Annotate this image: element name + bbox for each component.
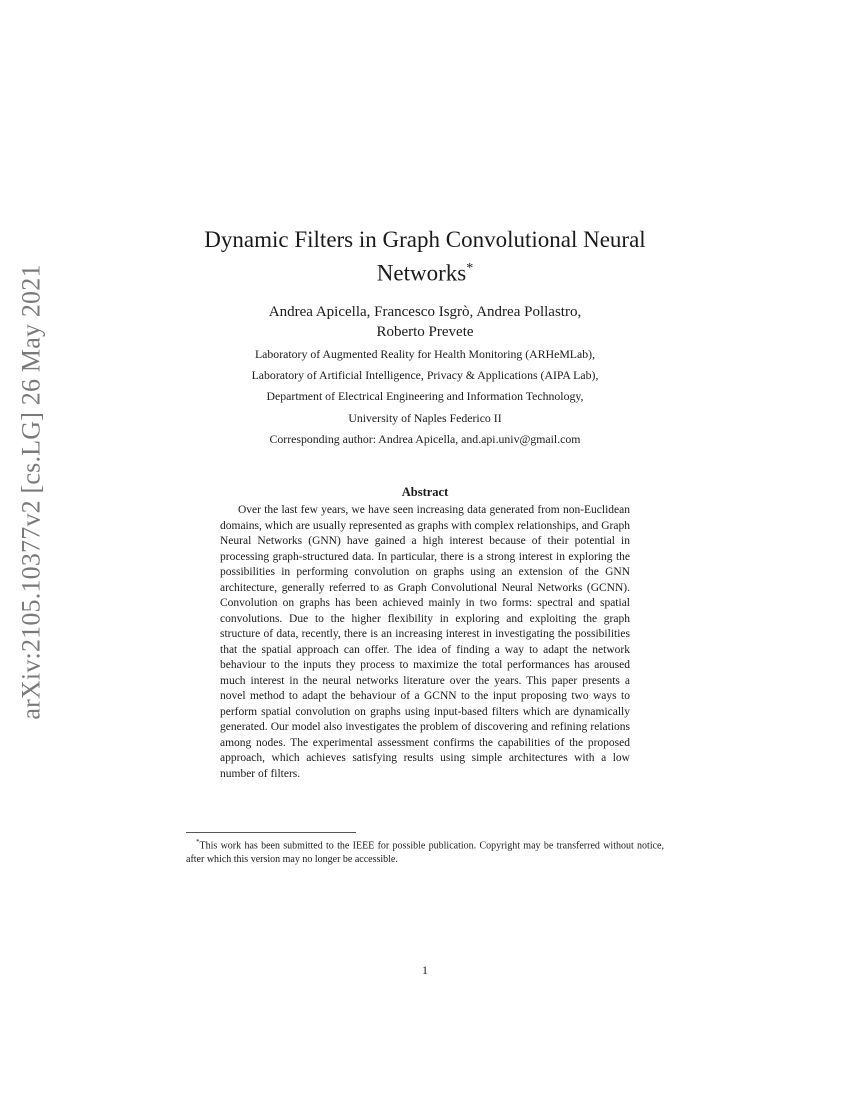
title-footnote-mark: * [466,261,474,276]
authors-line-2: Roberto Prevete [376,324,474,340]
paper-title-text: Dynamic Filters in Graph Convolutional Neural Networks [204,227,646,286]
author-list [200,302,650,342]
affiliation-line: Laboratory of Artificial Intelligence, Privacy & Applications (AIPA Lab), [251,368,599,383]
abstract-heading: Abstract [401,485,449,499]
title-block [170,225,680,288]
page-number: 1 [422,963,428,977]
affiliations [190,344,660,450]
affiliation-line: Laboratory of Augmented Reality for Health Monitoring (ARHeMLab), [254,347,596,361]
footnote-text: This work has been submitted to the IEEE for possible publication. Copyright may be transferred without notice, after which this version may no longer be accessible. [186,840,664,866]
abstract-body: Over the last few years, we have seen increasing data generated from non-Euclidean domains, which are usually represented as graphs with complex relationships, and Graph Neural Networks (GNN) have gained a high interest because of their potential in processing graph-structured data. In particular, there is a strong interest in exploring the possibilities in performing convolution on graphs using an extension of the GNN architecture, generally referred to as Graph Convolutional Neural Networks (GCNN). Convolution on graphs has been achieved mainly in two forms: spectral and spatial convolutions. Due to the higher flexibility in exploring and exploiting the graph structure of data, recently, there is an increasing interest in investigating the possibilities that the spatial approach can offer. The idea of finding a way to adapt the network behaviour to the inputs they process to maximize the total performances has aroused much interest in the neural networks literature over the years. This paper presents a novel method to adapt the behaviour of a GCNN to the input proposing two ways to perform spatial convolution on graphs using input-based filters which are dynamically generated. Our model also investigates the problem of discovering and refining relations among nodes. The experimental assessment confirms the capabilities of the proposed approach, which achieves satisfying results using simple architectures with a low number of filters. [220,504,630,780]
arxiv-identifier-text: arXiv:2105.10377v2 [cs.LG] 26 May 2021 [17,264,47,720]
footnote-mark: * [196,838,200,846]
footnote-divider [186,832,356,833]
paper-title [170,225,680,288]
corresponding-author: Corresponding author: Andrea Apicella, and.api.univ@gmail.com [269,431,581,446]
arxiv-identifier [6,264,58,720]
affiliation-line: Department of Electrical Engineering and Information Technology, [266,389,584,404]
affiliation-line: University of Naples Federico II [348,410,502,425]
authors-line-1: Andrea Apicella, Francesco Isgrò, Andrea Pollastro, [268,304,582,320]
footnote [186,835,664,867]
